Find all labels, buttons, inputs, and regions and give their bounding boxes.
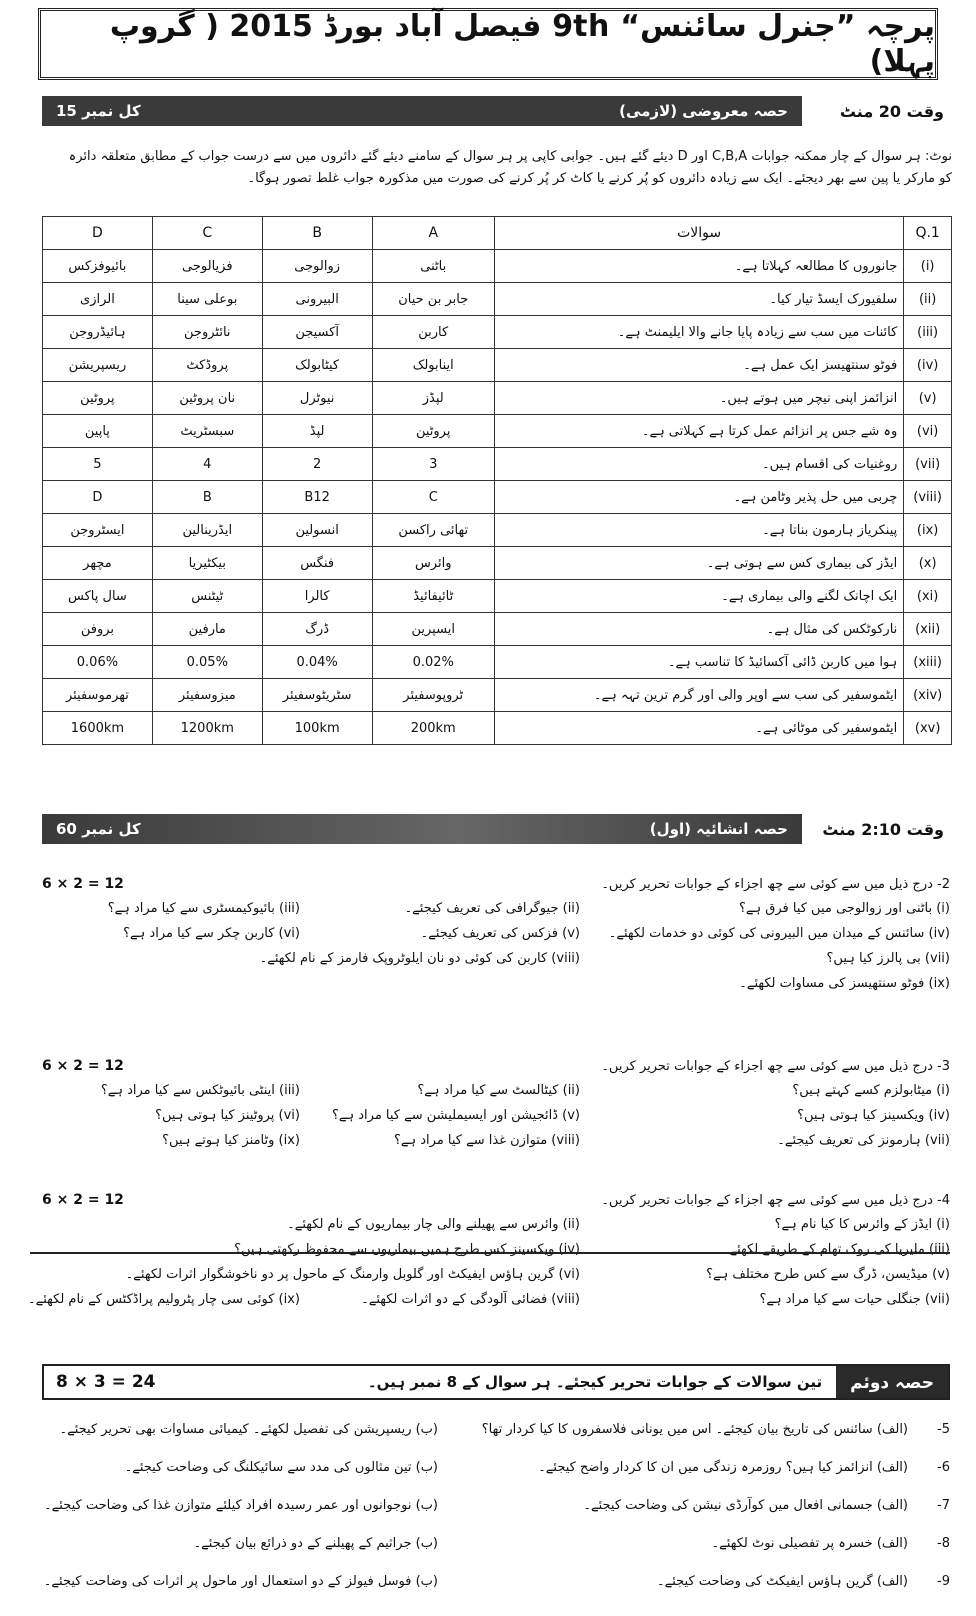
question-part: (i) میٹابولزم کسے کہتے ہیں؟ xyxy=(792,1083,950,1098)
option-d: پاپین xyxy=(43,415,153,448)
table-row xyxy=(43,382,952,415)
col-question: سوالات xyxy=(494,217,903,250)
question-part: (vi) گرین ہاؤس ایفیکٹ اور گلوبل وارمنگ کے ماحول پر دو ناخوشگوار اثرات لکھئے۔ xyxy=(125,1267,580,1282)
option-d: الرازی xyxy=(43,283,153,316)
question-2 xyxy=(42,872,950,996)
option-d: 5 xyxy=(43,448,153,481)
objective-header xyxy=(42,96,950,126)
subjective-section: حصہ انشائیہ (اول) xyxy=(649,820,788,838)
question-part: (iii) ملیریا کی روک تھام کے طریقے لکھئے۔ xyxy=(721,1242,950,1257)
option-c: میزوسفیئر xyxy=(152,679,262,712)
long-question-part-a: (الف) سائنس کی تاریخ بیان کیجئے۔ اس میں یونانی فلاسفروں کا کیا کردار تھا؟ xyxy=(481,1421,908,1437)
question-part: (iii) اینٹی بائیوٹکس سے کیا مراد ہے؟ xyxy=(100,1083,300,1098)
question-number: (xiii) xyxy=(904,646,952,679)
question-text: جانوروں کا مطالعہ کہلاتا ہے۔ xyxy=(494,250,903,283)
question-row xyxy=(42,946,950,971)
question-number: (xii) xyxy=(904,613,952,646)
question-part: (iii) بائیوکیمسٹری سے کیا مراد ہے؟ xyxy=(107,901,300,916)
table-row xyxy=(43,283,952,316)
long-question-part-b: (ب) فوسل فیولز کے دو استعمال اور ماحول پر اثرات کی وضاحت کیجئے۔ xyxy=(43,1573,438,1589)
option-c: B xyxy=(152,481,262,514)
question-text: پینکریاز ہارمون بناتا ہے۔ xyxy=(494,514,903,547)
question-number: (i) xyxy=(904,250,952,283)
question-4 xyxy=(27,1188,950,1312)
question-number: (iii) xyxy=(904,316,952,349)
table-row xyxy=(43,679,952,712)
question-part: (i) باٹنی اور زوالوجی میں کیا فرق ہے؟ xyxy=(738,901,950,916)
subjective-total: کل نمبر 60 xyxy=(56,820,141,838)
option-c: بوعلی سینا xyxy=(152,283,262,316)
option-c: ایڈرینالین xyxy=(152,514,262,547)
option-a: وائرس xyxy=(372,547,494,580)
objective-total: کل نمبر 15 xyxy=(56,102,141,120)
option-b: کالرا xyxy=(262,580,372,613)
question-text: ایڈز کی بیماری کس سے ہوتی ہے۔ xyxy=(494,547,903,580)
table-row xyxy=(43,349,952,382)
option-c: 1200km xyxy=(152,712,262,745)
question-row xyxy=(42,921,950,946)
subjective-header xyxy=(42,814,950,844)
question-text: ایک اچانک لگنے والی بیماری ہے۔ xyxy=(494,580,903,613)
table-row xyxy=(43,547,952,580)
q4-head: 4- درج ذیل میں سے کوئی سے چھ اجزاء کے جوابات تحریر کریں۔ xyxy=(601,1192,950,1208)
option-b: 2 xyxy=(262,448,372,481)
long-question-number: 5- xyxy=(937,1421,950,1437)
question-part: (ix) کوئی سی چار پٹرولیم پراڈکٹس کے نام لکھئے۔ xyxy=(27,1292,300,1307)
mcq-table xyxy=(42,216,952,745)
option-d: سال پاکس xyxy=(43,580,153,613)
option-a: تھائی راکسن xyxy=(372,514,494,547)
objective-note xyxy=(44,146,952,190)
question-text: ایٹموسفیر کی سب سے اوپر والی اور گرم ترین تہہ ہے۔ xyxy=(494,679,903,712)
option-a: 200km xyxy=(372,712,494,745)
option-c: 0.05% xyxy=(152,646,262,679)
option-b: لپڈ xyxy=(262,415,372,448)
question-number: (viii) xyxy=(904,481,952,514)
question-number: (iv) xyxy=(904,349,952,382)
long-question-part-a: (الف) گرین ہاؤس ایفیکٹ کی وضاحت کیجئے۔ xyxy=(656,1573,908,1589)
option-a: باٹنی xyxy=(372,250,494,283)
q2-marks: 6 × 2 = 12 xyxy=(42,876,124,892)
subjective-title-bar xyxy=(42,814,802,844)
question-part: (vii) جنگلی حیات سے کیا مراد ہے؟ xyxy=(759,1292,950,1307)
option-a: 3 xyxy=(372,448,494,481)
part2-instruction: تین سوالات کے جوابات تحریر کیجئے۔ ہر سوال کے 8 نمبر ہیں۔ xyxy=(367,1373,823,1391)
option-b: آکسیجن xyxy=(262,316,372,349)
part2-header xyxy=(42,1364,950,1400)
long-question-part-a: (الف) خسرہ پر تفصیلی نوٹ لکھئے۔ xyxy=(711,1535,908,1551)
option-a: اینابولک xyxy=(372,349,494,382)
option-c: نان پروٹین xyxy=(152,382,262,415)
option-b: زوالوجی xyxy=(262,250,372,283)
q3-head: 3- درج ذیل میں سے کوئی سے چھ اجزاء کے جوابات تحریر کریں۔ xyxy=(601,1058,950,1074)
question-text: ہوا میں کاربن ڈائی آکسائیڈ کا تناسب ہے۔ xyxy=(494,646,903,679)
col-c: C xyxy=(152,217,262,250)
option-d: تھرموسفیئر xyxy=(43,679,153,712)
mcq-header-row xyxy=(43,217,952,250)
option-d: ایسٹروجن xyxy=(43,514,153,547)
question-part: (vi) کاربن چکر سے کیا مراد ہے؟ xyxy=(123,926,300,941)
question-number: (ix) xyxy=(904,514,952,547)
table-row xyxy=(43,316,952,349)
question-number: (ii) xyxy=(904,283,952,316)
question-text: سلفیورک ایسڈ تیار کیا۔ xyxy=(494,283,903,316)
long-question-number: 6- xyxy=(937,1459,950,1475)
table-row xyxy=(43,613,952,646)
question-part: (viii) کاربن کی کوئی دو نان ایلوٹروپک فارمز کے نام لکھئے۔ xyxy=(259,951,580,966)
option-b: 0.04% xyxy=(262,646,372,679)
question-part: (iv) ویکسینز کس طرح ہمیں بیماریوں سے محفوظ رکھتی ہیں؟ xyxy=(234,1242,580,1257)
table-row xyxy=(43,712,952,745)
option-a: جابر بن حیان xyxy=(372,283,494,316)
question-text: چربی میں حل پذیر وٹامن ہے۔ xyxy=(494,481,903,514)
long-question-part-b: (ب) جراثیم کے پھیلنے کے دو ذرائع بیان کیجئے۔ xyxy=(193,1535,438,1551)
option-d: پروٹین xyxy=(43,382,153,415)
option-a: 0.02% xyxy=(372,646,494,679)
option-b: ڈرگ xyxy=(262,613,372,646)
option-d: 0.06% xyxy=(43,646,153,679)
note-line-1: نوٹ: ہر سوال کے چار ممکنہ جوابات C,B,A اور D دیئے گئے ہیں۔ جوابی کاپی پر ہر سوال کے سامنے دیئے گئے دائروں میں سے درست جواب کے مطابق متعلقہ دائرہ xyxy=(68,149,952,164)
question-part: (v) میڈیسن، ڈرگ سے کس طرح مختلف ہے؟ xyxy=(706,1267,950,1282)
table-row xyxy=(43,646,952,679)
q4-marks: 6 × 2 = 12 xyxy=(42,1192,124,1208)
table-row xyxy=(43,580,952,613)
question-part: (ii) کیٹالسٹ سے کیا مراد ہے؟ xyxy=(417,1083,580,1098)
option-d: D xyxy=(43,481,153,514)
q4-parts xyxy=(27,1212,950,1312)
option-c: پروڈکٹ xyxy=(152,349,262,382)
option-c: بیکٹیریا xyxy=(152,547,262,580)
option-b: فنگس xyxy=(262,547,372,580)
part2-label: حصہ دوئم xyxy=(836,1366,948,1398)
question-number: (xv) xyxy=(904,712,952,745)
objective-time: وقت 20 منٹ xyxy=(839,101,944,121)
option-a: لپڈز xyxy=(372,382,494,415)
objective-title-bar xyxy=(42,96,802,126)
question-number: (vii) xyxy=(904,448,952,481)
option-b: کیٹابولک xyxy=(262,349,372,382)
question-part: (viii) فضائی آلودگی کے دو اثرات لکھئے۔ xyxy=(361,1292,580,1307)
option-d: بائیوفزکس xyxy=(43,250,153,283)
option-d: مچھر xyxy=(43,547,153,580)
table-row xyxy=(43,448,952,481)
option-b: البیرونی xyxy=(262,283,372,316)
option-c: ٹیٹنس xyxy=(152,580,262,613)
question-number: (vi) xyxy=(904,415,952,448)
question-text: کائنات میں سب سے زیادہ پایا جانے والا ایلیمنٹ ہے۔ xyxy=(494,316,903,349)
part2-marks: 8 × 3 = 24 xyxy=(56,1372,156,1392)
option-d: ہائیڈروجن xyxy=(43,316,153,349)
q3-marks: 6 × 2 = 12 xyxy=(42,1058,124,1074)
option-a: ٹروپوسفیئر xyxy=(372,679,494,712)
question-part: (iv) ویکسینز کیا ہوتی ہیں؟ xyxy=(797,1108,950,1123)
table-row xyxy=(43,514,952,547)
question-row xyxy=(42,1237,950,1262)
option-a: کاربن xyxy=(372,316,494,349)
col-a: A xyxy=(372,217,494,250)
long-question-number: 9- xyxy=(937,1573,950,1589)
long-question xyxy=(42,1492,950,1518)
question-part: (viii) متوازن غذا سے کیا مراد ہے؟ xyxy=(393,1133,580,1148)
question-text: ایٹموسفیر کی موٹائی ہے۔ xyxy=(494,712,903,745)
question-part: (vi) پروٹینز کیا ہوتی ہیں؟ xyxy=(155,1108,300,1123)
question-part: (ix) وٹامنز کیا ہوتے ہیں؟ xyxy=(162,1133,300,1148)
question-row xyxy=(42,1078,950,1103)
question-row xyxy=(27,1287,950,1312)
col-d: D xyxy=(43,217,153,250)
table-row xyxy=(43,481,952,514)
q2-head: 2- درج ذیل میں سے کوئی سے چھ اجزاء کے جوابات تحریر کریں۔ xyxy=(601,876,950,892)
long-question-part-a: (الف) انزائمز کیا ہیں؟ روزمرہ زندگی میں ان کا کردار واضح کیجئے۔ xyxy=(538,1459,908,1475)
option-c: 4 xyxy=(152,448,262,481)
question-part: (ii) جیوگرافی کی تعریف کیجئے۔ xyxy=(404,901,580,916)
question-part: (ii) وائرس سے پھیلنے والی چار بیماریوں کے نام لکھئے۔ xyxy=(287,1217,580,1232)
option-a: C xyxy=(372,481,494,514)
question-row xyxy=(42,1262,950,1287)
question-row xyxy=(42,1128,950,1153)
option-d: ریسپریشن xyxy=(43,349,153,382)
question-text: روغنیات کی اقسام ہیں۔ xyxy=(494,448,903,481)
option-c: سبسٹریٹ xyxy=(152,415,262,448)
col-b: B xyxy=(262,217,372,250)
objective-section: حصہ معروضی (لازمی) xyxy=(619,102,788,120)
question-text: انزائمز اپنی نیچر میں ہوتے ہیں۔ xyxy=(494,382,903,415)
divider xyxy=(30,1252,950,1254)
question-number: (xiv) xyxy=(904,679,952,712)
question-part: (v) فزکس کی تعریف کیجئے۔ xyxy=(420,926,580,941)
option-d: 1600km xyxy=(43,712,153,745)
question-part: (i) ایڈز کے وائرس کا کیا نام ہے؟ xyxy=(774,1217,950,1232)
paper-title: پرچہ ”جنرل سائنس“ 9th فیصل آباد بورڈ 2015 ( گروپ پہلا) xyxy=(109,9,935,79)
note-line-2: کو مارکر یا پین سے بھر دیجئے۔ ایک سے زیادہ دائروں کو پُر کرنے یا کاٹ کر پُر کرنے کی صورت میں مذکورہ جواب غلط تصور ہوگا۔ xyxy=(247,171,952,186)
option-c: نائٹروجن xyxy=(152,316,262,349)
option-a: ایسپرین xyxy=(372,613,494,646)
option-c: فزیالوجی xyxy=(152,250,262,283)
question-row xyxy=(42,1103,950,1128)
long-question-number: 7- xyxy=(937,1497,950,1513)
q3-parts xyxy=(42,1078,950,1153)
subjective-time: وقت 2:10 منٹ xyxy=(822,819,944,839)
long-question-part-b: (ب) تین مثالوں کی مدد سے سائیکلنگ کی وضاحت کیجئے۔ xyxy=(124,1459,438,1475)
option-b: 100km xyxy=(262,712,372,745)
question-part: (vii) ہارمونز کی تعریف کیجئے۔ xyxy=(777,1133,950,1148)
question-number: (x) xyxy=(904,547,952,580)
question-row xyxy=(42,971,950,996)
option-a: پروٹین xyxy=(372,415,494,448)
question-part: (iv) سائنس کے میدان میں البیرونی کی کوئی دو خدمات لکھئے۔ xyxy=(608,926,950,941)
option-c: مارفین xyxy=(152,613,262,646)
question-part: (v) ڈائجیشن اور ایسیملیشن سے کیا مراد ہے؟ xyxy=(331,1108,580,1123)
question-row xyxy=(42,896,950,921)
long-question xyxy=(42,1530,950,1556)
option-b: انسولین xyxy=(262,514,372,547)
table-row xyxy=(43,415,952,448)
question-row xyxy=(42,1212,950,1237)
question-text: نارکوٹکس کی مثال ہے۔ xyxy=(494,613,903,646)
long-question-part-b: (ب) ریسپریشن کی تفصیل لکھئے۔ کیمیائی مساوات بھی تحریر کیجئے۔ xyxy=(59,1421,438,1437)
col-number: Q.1 xyxy=(904,217,952,250)
question-number: (xi) xyxy=(904,580,952,613)
option-b: سٹریٹوسفیئر xyxy=(262,679,372,712)
long-question xyxy=(42,1454,950,1480)
question-3 xyxy=(42,1054,950,1153)
question-part: (vii) بی پالرز کیا ہیں؟ xyxy=(826,951,950,966)
paper-title-box xyxy=(38,8,938,80)
long-question xyxy=(42,1568,950,1594)
long-question-number: 8- xyxy=(937,1535,950,1551)
table-row xyxy=(43,250,952,283)
option-b: B12 xyxy=(262,481,372,514)
question-text: فوٹو سنتھیسز ایک عمل ہے۔ xyxy=(494,349,903,382)
option-d: بروفن xyxy=(43,613,153,646)
question-text: وہ شے جس پر انزائم عمل کرتا ہے کہلاتی ہے۔ xyxy=(494,415,903,448)
long-question xyxy=(42,1416,950,1442)
long-question-part-a: (الف) جسمانی افعال میں کوآرڈی نیشن کی وضاحت کیجئے۔ xyxy=(583,1497,908,1513)
option-b: نیوٹرل xyxy=(262,382,372,415)
question-number: (v) xyxy=(904,382,952,415)
option-a: ٹائیفائیڈ xyxy=(372,580,494,613)
long-question-part-b: (ب) نوجوانوں اور عمر رسیدہ افراد کیلئے متوازن غذا کی وضاحت کیجئے۔ xyxy=(44,1497,438,1513)
question-part: (ix) فوٹو سنتھیسز کی مساوات لکھئے۔ xyxy=(739,976,950,991)
q2-parts xyxy=(42,896,950,996)
